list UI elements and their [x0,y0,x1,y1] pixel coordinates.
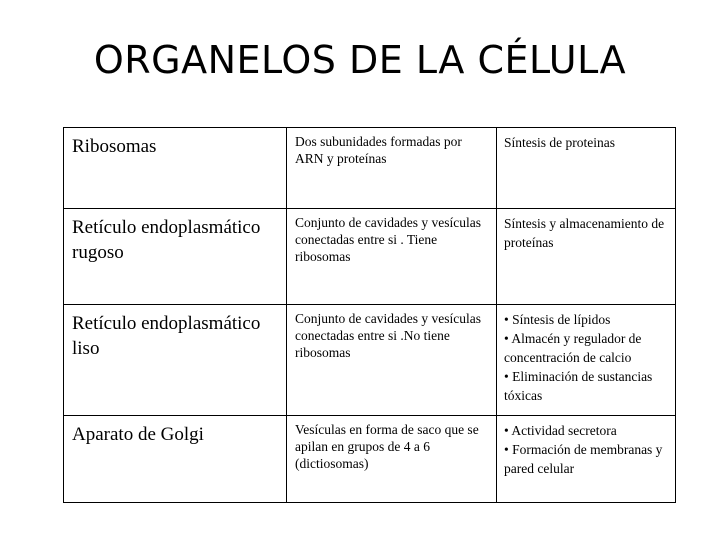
table-row [64,305,676,416]
organelle-function [497,128,676,209]
organelle-structure: Vesículas en forma de saco que se apilan en grupos de 4 a 6 (dictiosomas) [287,416,497,503]
organelle-name: Retículo endoplasmático rugoso [64,209,287,305]
organelle-function [497,209,676,305]
table-row [64,416,676,503]
organelle-name: Aparato de Golgi [64,416,287,503]
organelle-structure: Dos subunidades formadas por ARN y proteínas [287,128,497,209]
function-item: Síntesis y almacenamiento de proteínas [504,216,665,250]
function-item: • Formación de membranas y pared celular [504,442,663,476]
organelle-name: Retículo endoplasmático liso [64,305,287,416]
function-item: • Actividad secretora [504,423,617,438]
function-item: • Almacén y regulador de concentración de calcio [504,331,642,365]
table-row [64,128,676,209]
organelle-structure: Conjunto de cavidades y vesículas conectadas entre si .No tiene ribosomas [287,305,497,416]
organelles-table [63,127,676,503]
table-row [64,209,676,305]
function-item: Síntesis de proteinas [504,135,615,150]
function-item: • Síntesis de lípidos [504,312,611,327]
organelle-function [497,305,676,416]
function-item: • Eliminación de sustancias tóxicas [504,369,653,403]
organelle-structure: Conjunto de cavidades y vesículas conectadas entre si . Tiene ribosomas [287,209,497,305]
page-title: ORGANELOS DE LA CÉLULA [93,38,627,82]
organelle-name: Ribosomas [64,128,287,209]
organelle-function [497,416,676,503]
